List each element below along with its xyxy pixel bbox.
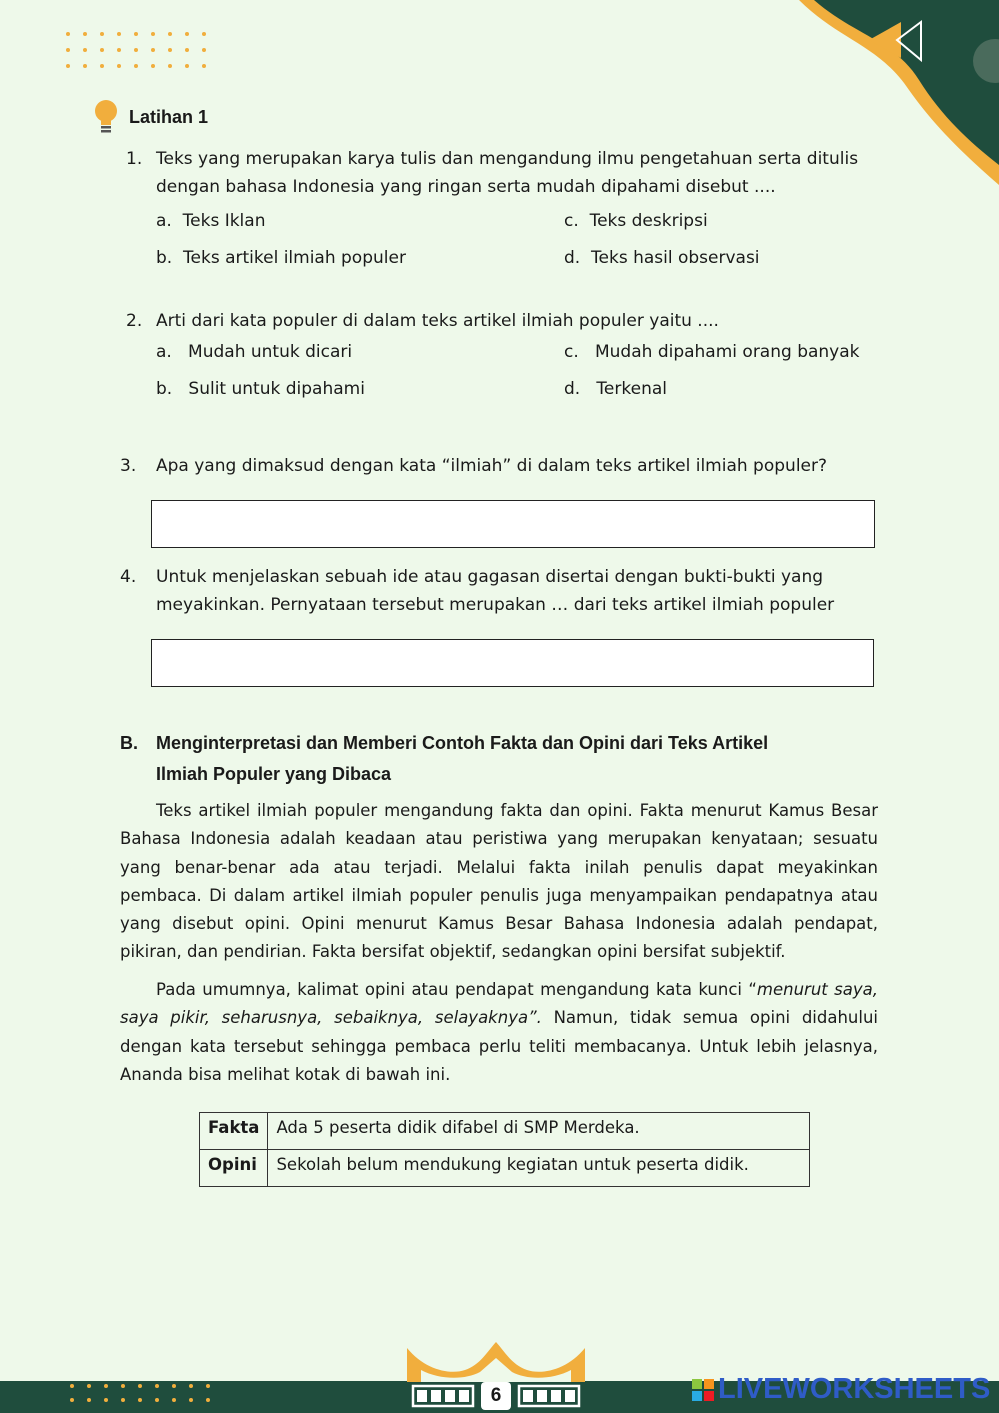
decorative-dot bbox=[70, 1398, 74, 1402]
table-key: Opini bbox=[200, 1150, 268, 1187]
decorative-dot bbox=[151, 64, 155, 68]
table-value: Ada 5 peserta didik difabel di SMP Merdeka. bbox=[268, 1113, 810, 1150]
question-text: Untuk menjelaskan sebuah ide atau gagasan disertai dengan bukti-bukti yang meyakinkan. Pernyataan tersebut merupakan … dari teks artikel ilmiah populer bbox=[156, 567, 835, 615]
decorative-dot bbox=[100, 32, 104, 36]
page-number: 6 bbox=[481, 1382, 511, 1410]
decorative-dot bbox=[70, 1384, 74, 1388]
decorative-dot bbox=[155, 1398, 159, 1402]
section-b-heading bbox=[120, 728, 880, 790]
answer-input-4[interactable] bbox=[151, 639, 874, 687]
decorative-dot bbox=[155, 1384, 159, 1388]
decorative-dot bbox=[172, 1398, 176, 1402]
decorative-dot bbox=[185, 48, 189, 52]
decorative-dot bbox=[117, 64, 121, 68]
decorative-dot bbox=[83, 48, 87, 52]
decorative-dot bbox=[117, 48, 121, 52]
question-4 bbox=[120, 563, 880, 619]
decorative-dot bbox=[66, 64, 70, 68]
question-text: Apa yang dimaksud dengan kata “ilmiah” di dalam teks artikel ilmiah populer? bbox=[156, 456, 828, 476]
decorative-dot bbox=[117, 32, 121, 36]
decorative-dot bbox=[100, 64, 104, 68]
decorative-dot bbox=[202, 32, 206, 36]
option-1a[interactable]: a. Teks Iklan bbox=[156, 211, 266, 231]
table-row bbox=[200, 1113, 810, 1150]
question-number: 1. bbox=[126, 149, 143, 169]
exercise-header bbox=[93, 99, 208, 135]
question-number: 2. bbox=[126, 311, 143, 331]
liveworksheets-logo-icon bbox=[692, 1379, 714, 1401]
question-number: 3. bbox=[120, 456, 137, 476]
exercise-title: Latihan 1 bbox=[129, 106, 209, 127]
decorative-dot bbox=[66, 32, 70, 36]
option-2b[interactable]: b. Sulit untuk dipahami bbox=[156, 379, 365, 399]
section-title-line1: Menginterpretasi dan Memberi Contoh Fakta dan Opini dari Teks Artikel bbox=[156, 733, 769, 753]
decorative-dot bbox=[202, 48, 206, 52]
question-3 bbox=[120, 452, 880, 480]
decorative-dot bbox=[168, 48, 172, 52]
option-2a[interactable]: a. Mudah untuk dicari bbox=[156, 342, 353, 362]
decorative-dot bbox=[87, 1398, 91, 1402]
decorative-dot bbox=[185, 64, 189, 68]
decorative-dot-grid-top bbox=[66, 32, 206, 72]
decorative-dot bbox=[189, 1398, 193, 1402]
decorative-dot bbox=[168, 64, 172, 68]
paragraph-1: Teks artikel ilmiah populer mengandung fakta dan opini. Fakta menurut Kamus Besar Bahasa Indonesia adalah keadaan atau peristiwa yang merupakan kenyataan; sesuatu yang benar-benar ada atau terjadi. Melalui fakta inilah penulis dapat meyakinkan pembaca. Di dalam artikel ilmiah populer penulis juga menyampaikan pendapatnya atau yang disebut opini. Opini menurut Kamus Besar Bahasa Indonesia adalah pendapat, pikiran, dan pendirian. Fakta bersifat objektif, sedangkan opini bersifat subjektif. bbox=[120, 801, 878, 962]
section-title-line2: Ilmiah Populer yang Dibaca bbox=[156, 764, 392, 784]
question-text: Arti dari kata populer di dalam teks artikel ilmiah populer yaitu .... bbox=[156, 311, 719, 331]
option-2c[interactable]: c. Mudah dipahami orang banyak bbox=[564, 342, 860, 362]
decorative-dot bbox=[206, 1384, 210, 1388]
decorative-dot bbox=[134, 32, 138, 36]
decorative-dot bbox=[134, 64, 138, 68]
decorative-dot-grid-bottom bbox=[70, 1384, 210, 1408]
option-1b[interactable]: b. Teks artikel ilmiah populer bbox=[156, 248, 406, 268]
decorative-dot bbox=[138, 1398, 142, 1402]
decorative-dot bbox=[151, 48, 155, 52]
decorative-dot bbox=[87, 1384, 91, 1388]
brand-watermark[interactable]: LIVEWORKSHEETS bbox=[718, 1373, 991, 1405]
section-label: B. bbox=[120, 733, 138, 753]
decorative-dot bbox=[151, 32, 155, 36]
table-value: Sekolah belum mendukung kegiatan untuk peserta didik. bbox=[268, 1150, 810, 1187]
decorative-dot bbox=[189, 1384, 193, 1388]
decorative-dot bbox=[168, 32, 172, 36]
decorative-dot bbox=[138, 1384, 142, 1388]
decorative-dot bbox=[185, 32, 189, 36]
paragraph-2: Pada umumnya, kalimat opini atau pendapat mengandung kata kunci “menurut saya, saya pikir, seharusnya, sebaiknya, selayaknya”. Namun, tidak semua opini didahului dengan kata tersebut sehingga pembaca perlu teliti membacanya. Untuk lebih jelasnya, Ananda bisa melihat kotak di bawah ini. bbox=[120, 980, 879, 1084]
question-2 bbox=[120, 307, 880, 335]
question-1 bbox=[120, 145, 880, 201]
table-key: Fakta bbox=[200, 1113, 268, 1150]
decorative-dot bbox=[100, 48, 104, 52]
lightbulb-icon bbox=[93, 99, 119, 135]
decorative-dot bbox=[83, 32, 87, 36]
table-row bbox=[200, 1150, 810, 1187]
decorative-dot bbox=[83, 64, 87, 68]
decorative-dot bbox=[134, 48, 138, 52]
decorative-dot bbox=[121, 1384, 125, 1388]
decorative-dot bbox=[66, 48, 70, 52]
decorative-dot bbox=[202, 64, 206, 68]
answer-input-3[interactable] bbox=[151, 500, 875, 548]
option-1d[interactable]: d. Teks hasil observasi bbox=[564, 248, 760, 268]
decorative-dot bbox=[121, 1398, 125, 1402]
option-1c[interactable]: c. Teks deskripsi bbox=[564, 211, 708, 231]
decorative-dot bbox=[172, 1384, 176, 1388]
fact-opinion-table bbox=[199, 1112, 810, 1187]
decorative-dot bbox=[206, 1398, 210, 1402]
decorative-dot bbox=[104, 1398, 108, 1402]
question-text: Teks yang merupakan karya tulis dan mengandung ilmu pengetahuan serta ditulis dengan bahasa Indonesia yang ringan serta mudah dipahami disebut .... bbox=[156, 149, 859, 197]
option-2d[interactable]: d. Terkenal bbox=[564, 379, 667, 399]
decorative-dot bbox=[104, 1384, 108, 1388]
question-number: 4. bbox=[120, 567, 137, 587]
